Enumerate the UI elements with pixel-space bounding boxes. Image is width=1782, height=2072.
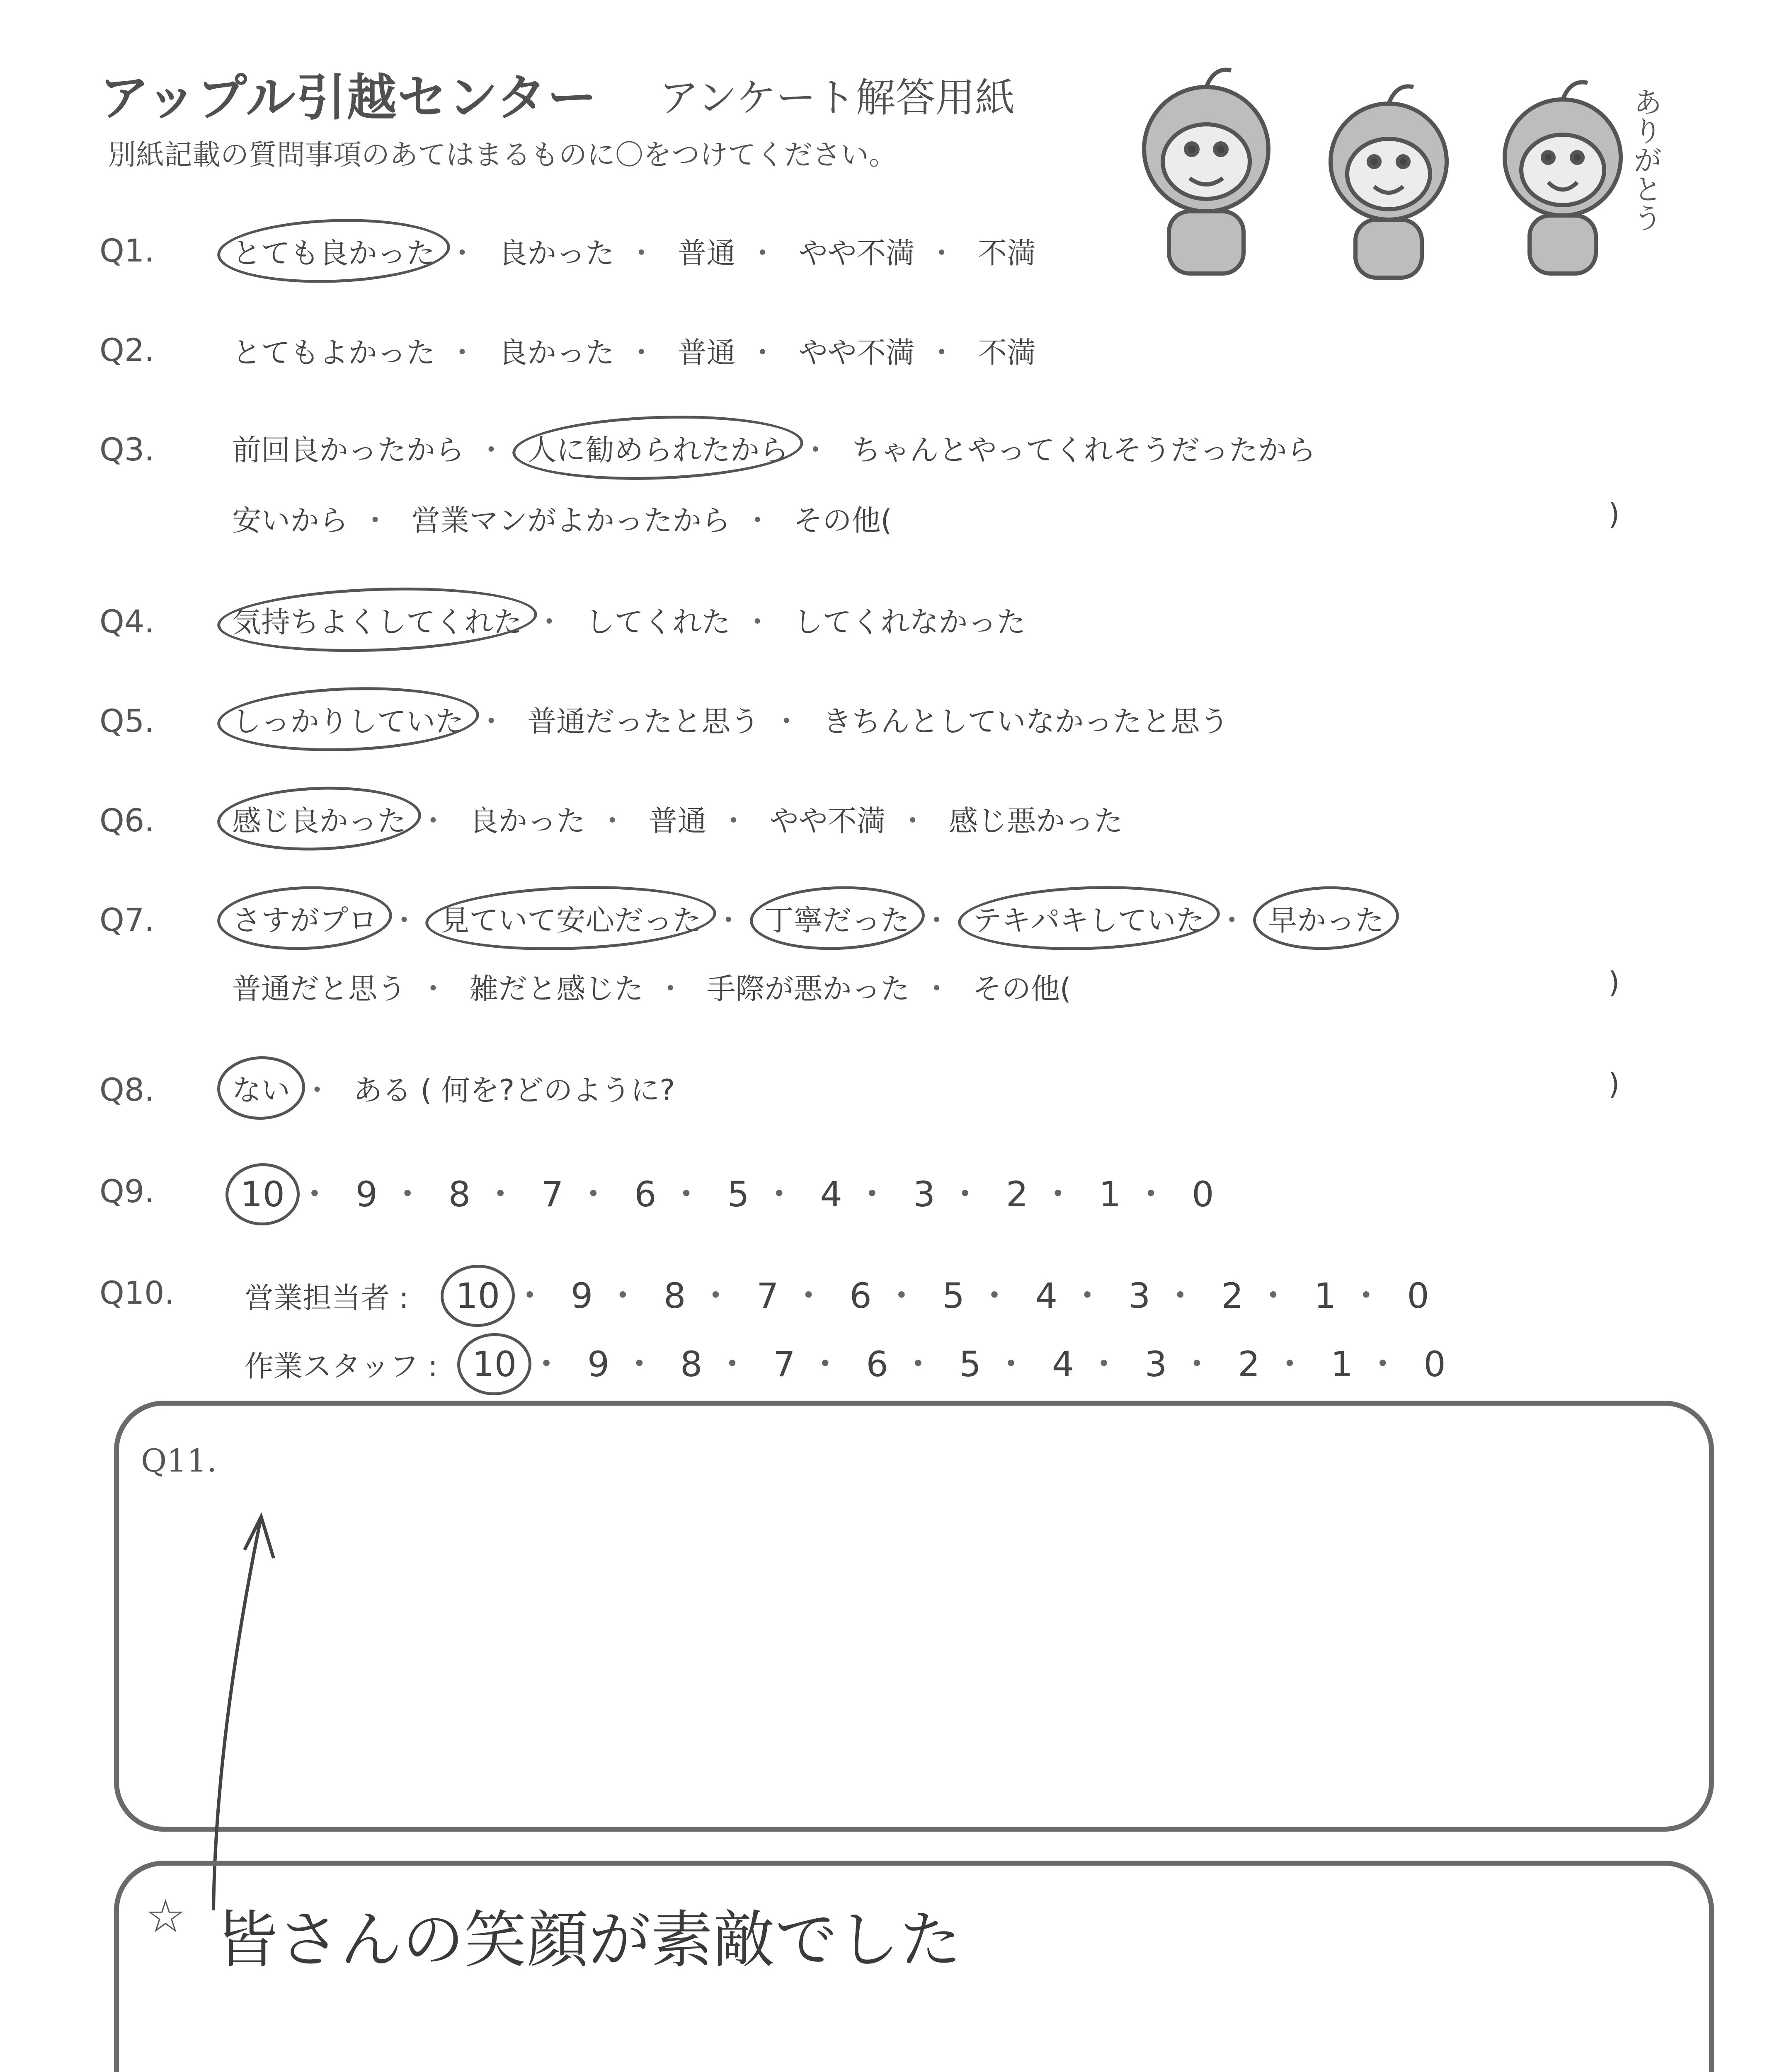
q9-score[interactable]: 3 [913, 1174, 936, 1215]
q3-option[interactable]: ちゃんとやってくれそうだったから [851, 433, 1316, 467]
q2-label: Q2. [99, 332, 155, 368]
q2-option[interactable]: 良かった [498, 336, 615, 370]
q3-option[interactable]: 営業マンがよかったから [411, 503, 731, 537]
q10-sales-score-selected[interactable]: 10 [456, 1276, 500, 1316]
q7-option-selected[interactable]: テキパキしていた [973, 897, 1205, 939]
q10-sales-score[interactable]: 3 [1128, 1276, 1151, 1316]
q10-staff-score[interactable]: 0 [1423, 1344, 1446, 1385]
q7-option-selected[interactable]: 丁寧だった [765, 897, 910, 939]
q3-close-paren: ) [1608, 497, 1620, 531]
q7-option-selected[interactable]: さすがプロ [232, 897, 377, 939]
q4-option[interactable]: してくれた [585, 605, 731, 639]
q4-option[interactable]: してくれなかった [793, 605, 1026, 639]
q6-option[interactable]: 普通 [648, 804, 707, 838]
handwritten-arrow-icon [182, 1492, 307, 1923]
q11-label: Q11. [141, 1442, 217, 1479]
q10-staff-score[interactable]: 4 [1052, 1344, 1074, 1385]
q10-staff-score[interactable]: 8 [680, 1344, 703, 1385]
q9-score[interactable]: 2 [1006, 1174, 1028, 1215]
mascot-2-icon [1331, 86, 1447, 278]
q10-sales-score[interactable]: 2 [1221, 1276, 1244, 1316]
q1-options: とても良かった ・ 良かった ・ 普通 ・ やや不満 ・ 不満 [232, 230, 1036, 272]
q2-option[interactable]: 普通 [677, 336, 736, 370]
q2-options: とてもよかった ・ 良かった ・ 普通 ・ やや不満 ・ 不満 [232, 336, 1036, 370]
q3-label: Q3. [99, 431, 155, 468]
q2-option[interactable]: 不満 [978, 336, 1036, 370]
company-title: アップル引越センター [99, 69, 598, 127]
q8-option-selected[interactable]: ない [232, 1067, 290, 1109]
q10-sales-score[interactable]: 5 [942, 1276, 965, 1316]
mascot-thanks-text: ありがとう [1629, 87, 1663, 232]
q7-option-selected[interactable]: 見ていて安心だった [440, 897, 701, 939]
q6-option[interactable]: やや不満 [769, 804, 886, 838]
q9-label: Q9. [99, 1173, 155, 1210]
q9-score[interactable]: 0 [1192, 1174, 1214, 1215]
q11-answer-box[interactable] [114, 1401, 1714, 1832]
q7-label: Q7. [99, 901, 155, 938]
q1-option-selected[interactable]: とても良かった [232, 230, 435, 272]
q8-label: Q8. [99, 1071, 155, 1108]
q9-score[interactable]: 4 [820, 1174, 842, 1215]
q9-score[interactable]: 8 [448, 1174, 471, 1215]
q9-score[interactable]: 7 [541, 1174, 564, 1215]
q3-options: 前回良かったから ・ 人に勧められたから ・ ちゃんとやってくれそうだったから [232, 427, 1316, 469]
q2-option[interactable]: とてもよかった [232, 336, 435, 370]
q10-staff-row: 作業スタッフ : 10 ・ 9 ・ 8 ・ 7 ・ 6 ・ 5 ・ 4 ・ 3 ・ 2 ・ 1 ・ 0 [245, 1344, 1446, 1385]
q1-option[interactable]: 良かった [498, 236, 615, 270]
star-icon: ☆ [145, 1890, 186, 1943]
q4-options: 気持ちよくしてくれた ・ してくれた ・ してくれなかった [232, 599, 1026, 641]
q6-option[interactable]: 良かった [469, 804, 586, 838]
q10-sales-score[interactable]: 1 [1314, 1276, 1336, 1316]
q3-option-selected[interactable]: 人に勧められたから [527, 427, 788, 469]
form-subtitle: アンケート解答用紙 [659, 75, 1015, 121]
q7-option[interactable]: 雑だと感じた [469, 972, 644, 1006]
q7-options: さすがプロ ・ 見ていて安心だった ・ 丁寧だった ・ テキパキしていた ・ 早かった [232, 897, 1384, 939]
q8-close-paren: ) [1608, 1067, 1620, 1101]
instruction-text: 別紙記載の質問事項のあてはまるものに〇をつけてください。 [108, 139, 897, 172]
q10-sales-score[interactable]: 0 [1407, 1276, 1429, 1316]
q3-option[interactable]: 安いから [232, 503, 348, 537]
mascot-illustration [1119, 54, 1683, 286]
q2-option[interactable]: やや不満 [798, 336, 915, 370]
q9-score[interactable]: 9 [355, 1174, 378, 1215]
q10-staff-score[interactable]: 2 [1238, 1344, 1260, 1385]
q10-sales-score[interactable]: 7 [756, 1276, 779, 1316]
q4-label: Q4. [99, 603, 155, 640]
q5-option[interactable]: きちんとしていなかったと思う [822, 704, 1229, 738]
q1-option[interactable]: やや不満 [798, 236, 915, 270]
q5-label: Q5. [99, 702, 155, 739]
q7-option-selected[interactable]: 早かった [1268, 897, 1384, 939]
q10-staff-label: 作業スタッフ : [245, 1349, 438, 1383]
q1-option[interactable]: 普通 [677, 236, 736, 270]
q6-option[interactable]: 感じ悪かった [949, 804, 1123, 838]
q10-sales-score[interactable]: 9 [570, 1276, 593, 1316]
q6-label: Q6. [99, 802, 155, 839]
q10-staff-score[interactable]: 3 [1144, 1344, 1167, 1385]
q10-sales-score[interactable]: 6 [849, 1276, 872, 1316]
q10-staff-score[interactable]: 9 [587, 1344, 610, 1385]
q7-option[interactable]: 普通だと思う [232, 972, 406, 1006]
mascot-1-icon [1144, 70, 1268, 274]
q9-score[interactable]: 6 [634, 1174, 657, 1215]
q5-option[interactable]: 普通だったと思う [527, 704, 760, 738]
q7-close-paren: ) [1608, 966, 1620, 1000]
q8-options: ない ・ ある ( 何を?どのように? [232, 1067, 675, 1109]
q10-staff-score-selected[interactable]: 10 [472, 1344, 517, 1385]
comment-text: 皆さんの笑顔が素敵でした [216, 1904, 962, 1976]
q5-option-selected[interactable]: しっかりしていた [232, 698, 464, 740]
q1-label: Q1. [99, 232, 155, 269]
mascot-3-icon [1505, 82, 1621, 274]
q10-staff-score[interactable]: 5 [959, 1344, 981, 1385]
q9-options: 10 ・ 9 ・ 8 ・ 7 ・ 6 ・ 5 ・ 4 ・ 3 ・ 2 ・ 1 ・ 0 [240, 1174, 1214, 1215]
q6-options: 感じ良かった ・ 良かった ・ 普通 ・ やや不満 ・ 感じ悪かった [232, 798, 1123, 840]
q5-options: しっかりしていた ・ 普通だったと思う ・ きちんとしていなかったと思う [232, 698, 1229, 740]
q8-option[interactable]: ある ( 何を?どのように? [353, 1073, 675, 1107]
q10-sales-label: 営業担当者 : [245, 1281, 409, 1315]
q10-sales-row: 営業担当者 : 10 ・ 9 ・ 8 ・ 7 ・ 6 ・ 5 ・ 4 ・ 3 ・ 2 ・ 1 ・ 0 [245, 1276, 1429, 1316]
q4-option-selected[interactable]: 気持ちよくしてくれた [232, 599, 522, 641]
q3-option[interactable]: 前回良かったから [232, 433, 464, 467]
q3-options-line2: 安いから ・ 営業マンがよかったから ・ その他( [232, 503, 892, 537]
q10-sales-score[interactable]: 8 [664, 1276, 686, 1316]
q9-score[interactable]: 1 [1098, 1174, 1121, 1215]
q10-staff-score[interactable]: 6 [866, 1344, 888, 1385]
q10-label: Q10. [99, 1274, 175, 1311]
q3-option-other[interactable]: その他( [793, 503, 892, 537]
q6-option-selected[interactable]: 感じ良かった [232, 798, 406, 840]
q7-option[interactable]: 手際が悪かった [706, 972, 910, 1006]
q10-staff-score[interactable]: 7 [773, 1344, 795, 1385]
q7-option-other[interactable]: その他( [972, 972, 1072, 1006]
q9-score-selected[interactable]: 10 [240, 1174, 285, 1215]
q9-score[interactable]: 5 [727, 1174, 749, 1215]
q7-options-line2: 普通だと思う ・ 雑だと感じた ・ 手際が悪かった ・ その他( [232, 972, 1072, 1006]
q1-option[interactable]: 不満 [978, 236, 1036, 270]
q10-sales-score[interactable]: 4 [1035, 1276, 1058, 1316]
q10-staff-score[interactable]: 1 [1331, 1344, 1353, 1385]
